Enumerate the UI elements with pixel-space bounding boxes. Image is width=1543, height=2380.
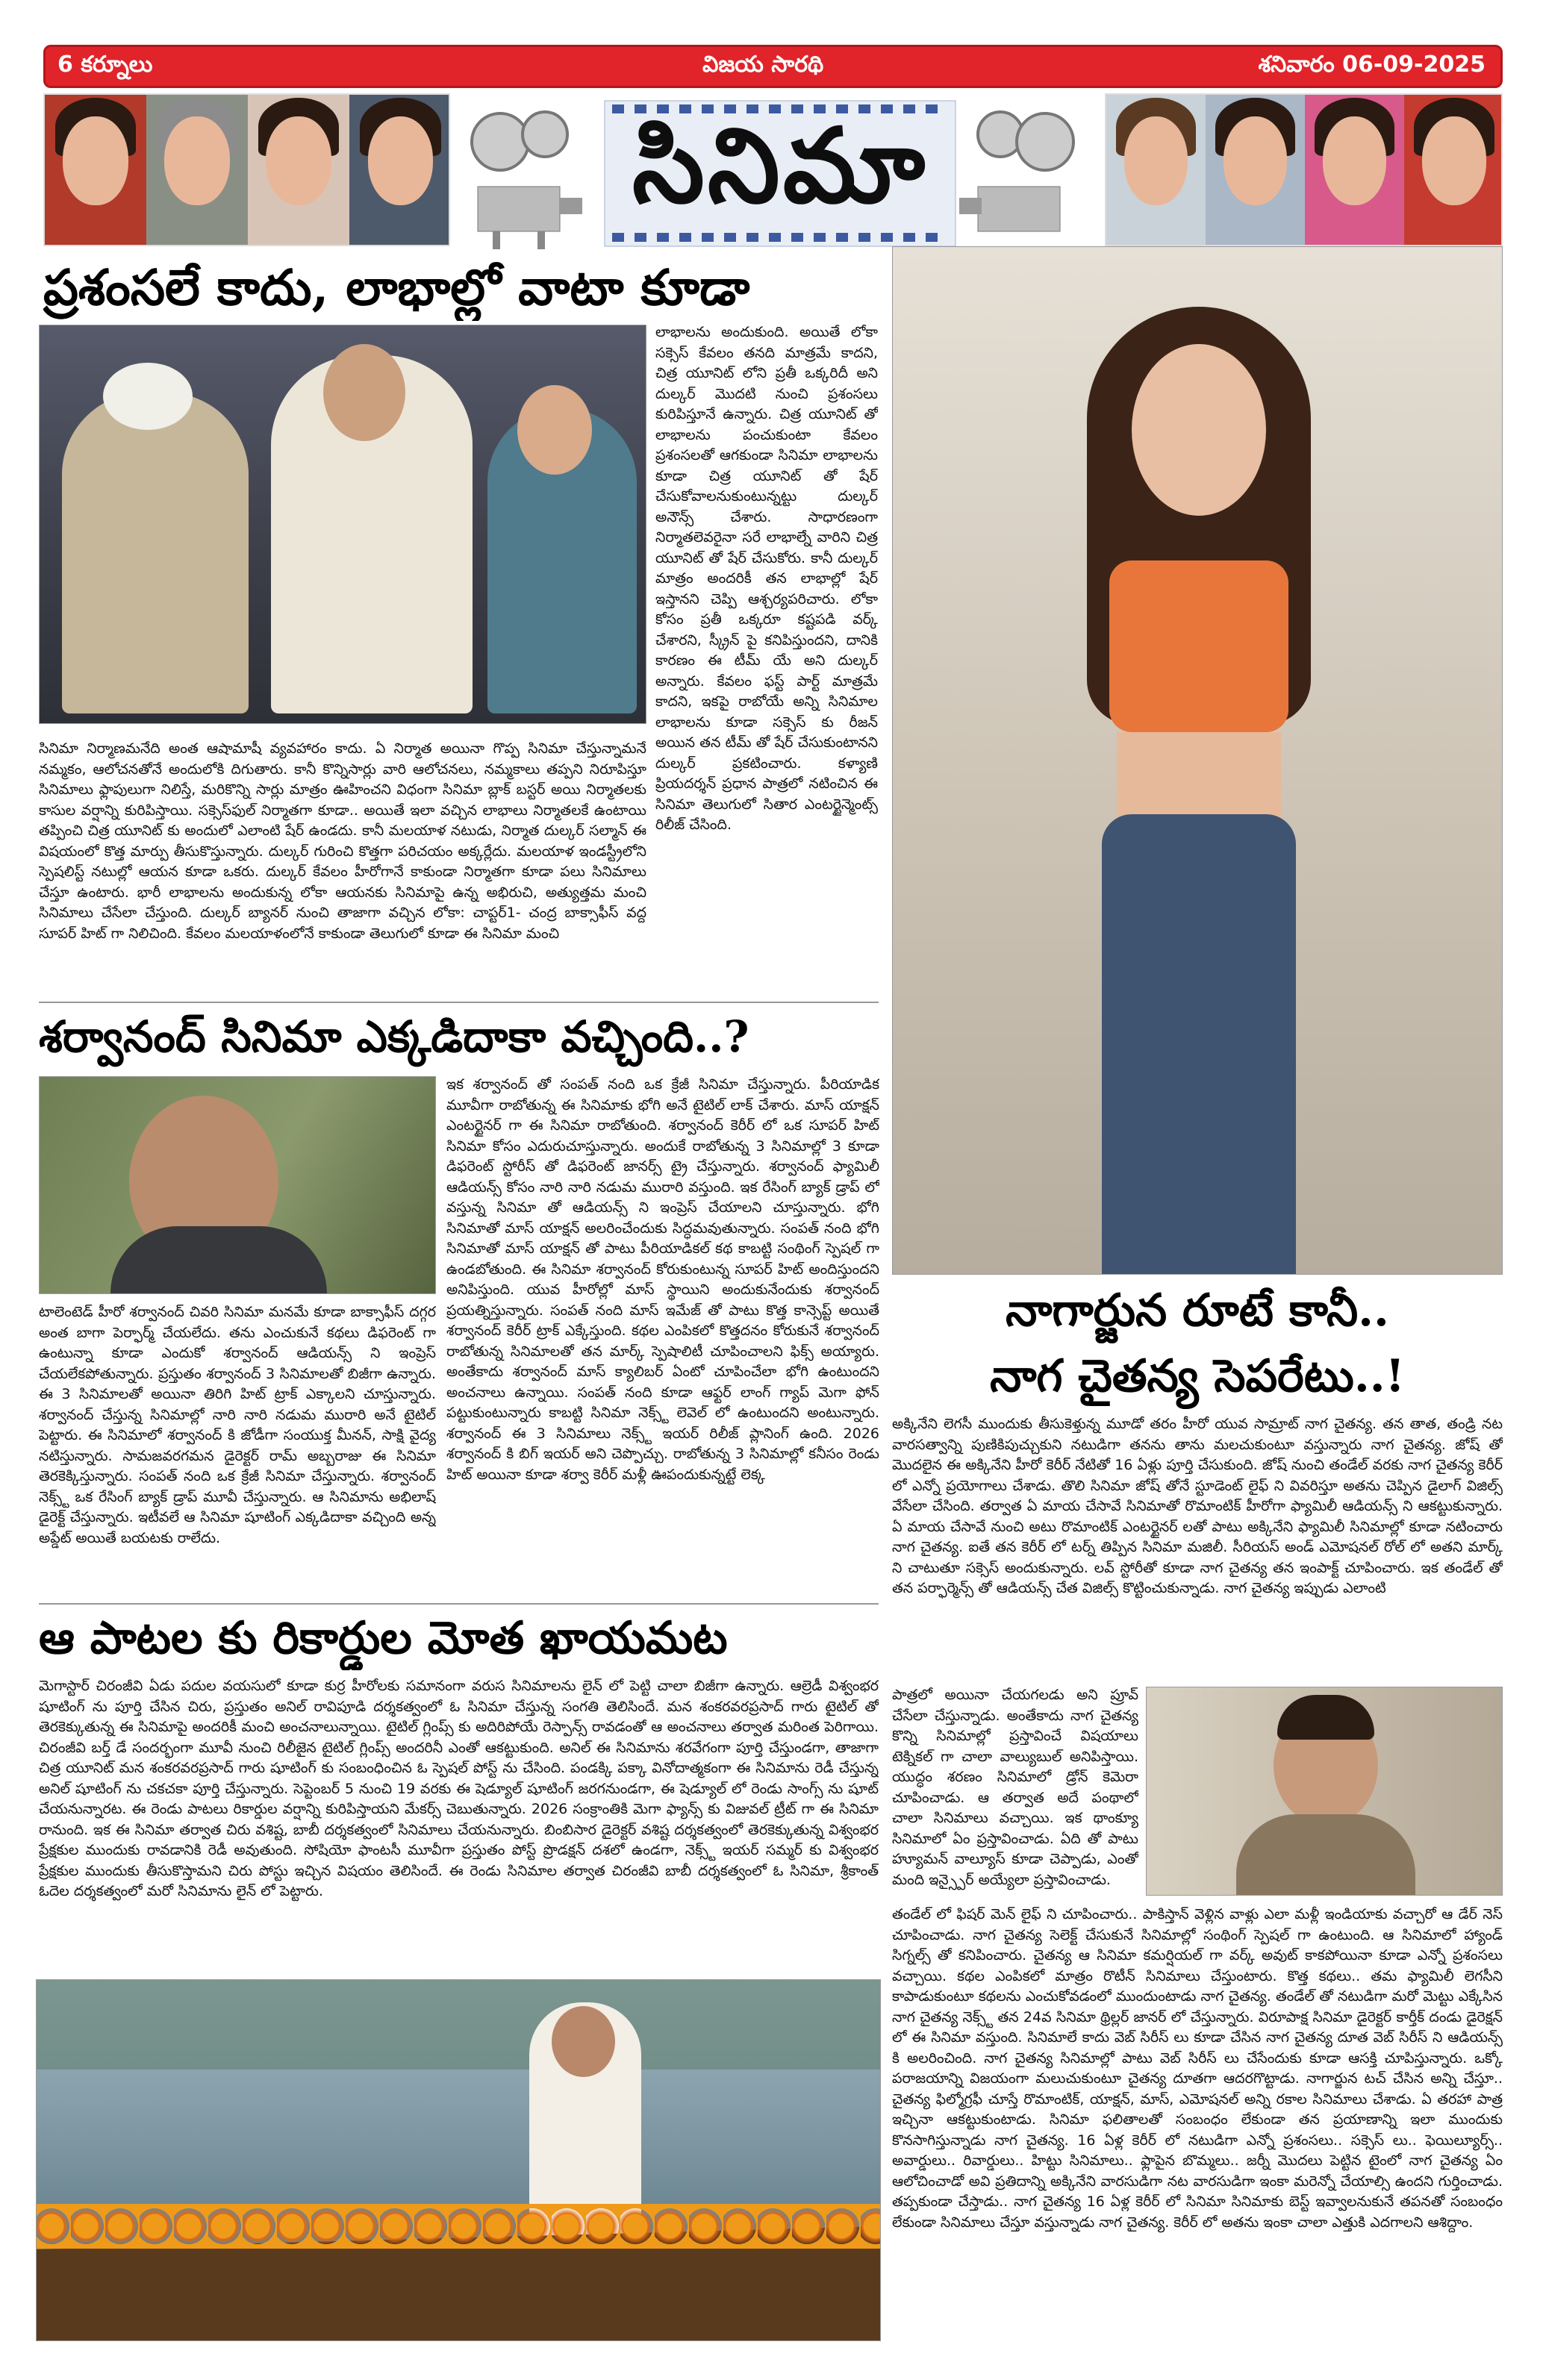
celebrity-strip-right (1105, 93, 1503, 246)
press-meet-photo (39, 325, 646, 724)
actress-lead-photo (892, 246, 1503, 1275)
orange-top (1109, 560, 1288, 732)
section-logo (463, 90, 1094, 250)
person-face (323, 344, 405, 441)
actor-photo (1206, 95, 1305, 246)
divider (39, 1002, 879, 1003)
article-headline: ఆ పాటల కు రికార్డుల మోత ఖాయమట (39, 1612, 728, 1664)
article-text: లాభాలను అందుకుంది. అయితే లోకా సక్సెస్ కేవలం తనది మాత్రమే కాదని, చిత్ర యూనిట్ లోని ప్రతీ ఒక్కరిదీ అని దుల్కర్ మొదటి నుంచి ప్రశంసలు కురిపిస్తూనే ఉన్నారు. చిత్ర యూనిట్ తో లాభాలను పంచుకుంటా కేవలం ప్రశంసలతో ఆగకుండా సినిమా లాభాలను కూడా చిత్ర యూనిట్ తో షేర్ చేసుకోవాలనుకుంటున్నట్టు దుల్కర్ అనౌన్స్ చేశారు. సాధారణంగా నిర్మాతలెవరైనా సరే లాభాల్నేే వారిని చిత్ర యూనిట్ తో షేర్ చేసుకోరు. కానీ దుల్కర్ మాత్రం అందరికీ తన లాభాల్లో షేర్ ఇస్తానని చెప్పి ఆశ్చర్యపరిచారు. లోకా కోసం ప్రతీ ఒక్కరూ కష్టపడి వర్క్ చేశారని, స్క్రీన్ పై కనిపిస్తుందని, దానికి కారణం ఈ టీమ్ యే అని దుల్కర్ అన్నారు. కేవలం ఫస్ట్ పార్ట్ మాత్రమే కాదని, ఇకపై రాబోయే అన్ని సినిమాల లాభాలను కూడా సక్సెస్ కు రీజన్ అయిన తన టీమ్ తో షేర్ చేసుకుంటానని దుల్కర్ ప్రకటించారు. కళ్యాణి ప్రియదర్శన్ ప్రధాన పాత్రలో నటించిన ఈ సినిమా తెలుగులో సితార ఎంటర్టైన్మెంట్స్ రిలీజ్ చేసింది. (655, 324, 878, 833)
article-headline: నాగార్జున రూటే కానీ.. (1006, 1284, 1389, 1337)
person-figure (62, 393, 249, 713)
actor-photo (349, 95, 450, 246)
actress-photo (1106, 95, 1206, 246)
article-headline: నాగ చైతన్య సెపరేటు..! (990, 1350, 1405, 1402)
actor-portrait-photo (39, 1076, 436, 1294)
marigold-garland (37, 2204, 881, 2249)
issue-date: శనివారం 06-09-2025 (1258, 51, 1486, 78)
paper-name: విజయ సారథి (702, 51, 824, 78)
actor-photo (146, 95, 248, 246)
article-text: పాత్రలో అయినా చేయగలడు అని ప్రూవ్ చేసేలా చేస్తున్నాడు. అంతేకాదు నాగ చైతన్య కొన్ని సినిమాల్లో ప్రస్తావించే విషయాలు టెక్నికల్ గా చాలా వాల్యుబుల్ అనిపిస్తాయి. యుద్ధం శరణం సినిమాలో డ్రోన్ కెమెరా చూపించాడు. ఆ తర్వాత అదే పంథాలో చాలా సినిమాలు వచ్చాయి. ఇక థాంక్యూ సినిమాలో ఏం ప్రస్తావించాడు. ఏది తో పాటు హ్యూమన్ వాల్యూస్ కూడా చెప్పాడు, ఎంతో మంది ఇన్స్పైర్ అయ్యేలా ప్రస్తావించాడు. (892, 1687, 1138, 1888)
article-text: ఇక శర్వానంద్ తో సంపత్ నంది ఒక క్రేజీ సినిమా చేస్తున్నారు. పీరియాడిక మూవీగా రాబోతున్న ఈ సినిమాకు భోగి అనే టైటిల్ లాక్ చేశారు. మాస్ యాక్షన్ ఎంటర్టైనర్ గా ఈ సినిమా రాబోతుంది. శర్వానంద్ కెరీర్ లో ఒక సూపర్ హిట్ సినిమా కోసం ఎదురుచూస్తున్నారు. అందుకే రాబోతున్న 3 సినిమాల్లో 3 కూడా డిఫరెంట్ స్టోరీస్ తో డిఫరెంట్ జానర్స్ ట్రై చేస్తున్నారు. శర్వానంద్ ఫ్యామిలీ ఆడియన్స్ కోసం నారి నారి నడుమ మురారి వస్తుంది. ఇక రేసింగ్ బ్యాక్ డ్రాప్ లో వస్తున్న సినిమా తో ఆడియన్స్ ని ఇంప్రెస్ చేయాలని చూస్తున్నారు. భోగి సినిమాతో మాస్ యాక్షన్ అలరించేందుకు సిద్ధమవుతున్నారు. సంపత్ నంది భోగి సినిమాతో మాస్ యాక్షన్ తో పాటు పీరియాడికల్ కథ కాబట్టి సంథింగ్ స్పెషల్ గా ఉండబోతుంది. ఈ సినిమా శర్వానంద్ కోరుకుంటున్న సూపర్ హిట్ అందిస్తుందని అనిపిస్తుంది. యువ హీరోల్లో మాస్ స్థాయిని అందుకునేందుకు శర్వానంద్ ప్రయత్నిస్తున్నారు. సంపత్ నంది మాస్ ఇమేజ్ తో పాటు కొత్త కాన్సెప్ట్ అయితే శర్వానంద్ కెరీర్ ట్రాక్ ఎక్కేస్తుంది. కథల ఎంపికలో కొత్తదనం కోరుకునే శర్వానంద్ రాబోతున్న సినిమాలతో తన మార్క్ స్పెషాలిటీ చూపించాలని ఫిక్స్ అయ్యారు. అంతేకాదు శర్వానంద్ మాస్ క్యాలిబర్ ఏంటో చూపించేలా భోగి ఉంటుందని అంచనాలు ఉన్నాయి. సంపత్ నంది కూడా ఆఫ్టర్ లాంగ్ గ్యాప్ మెగా ఫోన్ పట్టుకుంటున్నారు కాబట్టి సినిమా నెక్స్ట్ లెవెల్ లో ఉంటుందని అంటున్నారు. శర్వానంద్ ఈ 3 సినిమాలు నెక్స్ట్ ఇయర్ రిలీజ్ ప్లానింగ్ ఉంది. 2026 శర్వానంద్ కి బిగ్ ఇయర్ అని చెప్పొచ్చు. రాబోతున్న 3 సినిమాల్లో కనీసం రెండు హిట్ అయినా కూడా శర్వా కెరీర్ మళ్లీ ఊపందుకున్నట్టే లెక్క (446, 1076, 879, 1483)
person-face (552, 2006, 615, 2077)
actor-photo (1404, 95, 1503, 246)
jeans (1102, 814, 1296, 1275)
divider (39, 1603, 879, 1605)
page-label: 6 కర్నూలు (57, 51, 153, 78)
article-text: తండేల్ లో ఫిషర్ మెన్ లైఫ్ ని చూపించారు.. పాకిస్తాన్ వెళ్లిన వాళ్లు ఎలా మళ్లీ ఇండియాకు వచ్చారో ఆ డేర్ నెస్ చూపించాడు. నాగ చైతన్య సెలెక్ట్ చేసుకునే సినిమాల్లో సంథింగ్ స్పెషల్ గా ఉంటుంది. ఆ సినిమాలో హ్యాండ్ సిగ్నల్స్ తో కనిపించారు. చైతన్య ఆ సినిమా కమర్షియల్ గా వర్క్ అవుట్ కాకపోయినా కూడా ఎన్నో ప్రశంసలు వచ్చాయి. కథల ఎంపికలో మాత్రం రొటీన్ సినిమాలు చేస్తుంటారు. కొత్త కథలు.. తమ ఫ్యామిలీ లెగసీని కాపాడుకుంటూ కథలను ఎంచుకోవడంలో ముందుంటాడు నాగ చైతన్య. తండేల్ తో నటుడిగా మరో మెట్టు ఎక్కేసిన నాగ చైతన్య నెక్స్ట్ తన 24వ సినిమా థ్రిల్లర్ జానర్ లో చేస్తున్నారు. విరూపాక్ష సినిమా డైరెక్టర్ కార్తీక్ దండు డైరెక్షన్ లో ఈ సినిమా వస్తుంది. సినిమాలే కాదు వెబ్ సిరీస్ లు కూడా చేసిన నాగ చైతన్య దూత వెబ్ సిరీస్ ని ఆడియన్స్ కి అలరించింది. నాగ చైతన్య సినిమాల్లో పాటు వెబ్ సిరీస్ లు చేసేందుకు కూడా ఆసక్తి చూపిస్తున్నారు. ఒక్కో పరాజయాన్ని విజయంగా మలుచుకుంటూ చైతన్య దూతగా ఆదరగొట్టాడు. నాగార్జున టచ్ చేసిన అన్ని చేస్తూ.. చైతన్య ఫిల్మోగ్రఫీ చూస్తే రొమాంటిక్, యాక్షన్, మాస్, ఎమోషనల్ అన్ని రకాల సినిమాలు చేశాడు. ఏ తరహా పాత్ర ఇచ్చినా ఆకట్టుకుంటాడు. సినిమా ఫలితాలతో సంబంధం లేకుండా తన ప్రయాణాన్ని ఇలా ముందుకు కొనసాగిస్తున్నాడు నాగ చైతన్య. 16 ఏళ్ల కెరీర్ లో నటుడిగా ఎన్నో ప్రశంసలు.. సక్సెస్ లు.. ఫెయిల్యూర్స్.. అవార్డులు.. రివార్డులు.. హిట్టు సినిమాలు.. ఫ్లాపైన బొమ్మలు.. జర్నీ మొదలు పెట్టిన టైంలో నాగ చైతన్య ఏం ఆలోచించాడో అవి ప్రతిదాన్ని అక్కినేని వారసుడిగా నట వారసుడిగా ఇంకా మరెన్నో చేయాల్సి ఉందని గుర్తించాడు. తప్పకుండా చేస్తాడు.. నాగ చైతన్య 16 ఏళ్ల కెరీర్ లో సినిమా సినిమాకు బెస్ట్ ఇవ్వాలనుకునే తపనతో సంబంధం లేకుండా సినిమాలు చేస్తూ వస్తున్నాడు నాగ చైతన్య. కెరీర్ లో అతను ఇంకా చాలా ఎత్తుకి ఎదగాలని ఆశిద్దాం. (892, 1906, 1503, 2231)
actress-photo (45, 95, 146, 246)
celebrity-strip-left (43, 93, 450, 246)
person-face (517, 385, 592, 475)
person-figure (110, 1226, 327, 1294)
person-figure (1236, 1814, 1415, 1896)
person-face (1132, 344, 1266, 516)
masthead-bar (43, 45, 1503, 88)
actress-photo (1305, 95, 1404, 246)
boat-scene-photo (36, 1979, 881, 2341)
cap-figure (103, 363, 193, 430)
actress-photo (248, 95, 349, 246)
article-text: అక్కినేని లెగసీ ముందుకు తీసుకెళ్తున్న మూడో తరం హీరో యువ సామ్రాట్ నాగ చైతన్య. తన తాత, తండ్రి నట వారసత్వాన్ని పుణికిపుచ్చుకుని నటుడిగా తనను తాను మలచుకుంటూ వస్తున్నారు నాగ చైతన్య. జోష్ తో మొదలైన ఈ అక్కినేని హీరో కెరీర్ నేటితో 16 ఏళ్లు పూర్తి చేసుకుంది. జోష్ నుంచి తండేల్ వరకు నాగ చైతన్య కెరీర్ లో ఎన్నో ప్రయోగాలు చేశాడు. తొలి సినిమా జోష్ తోనే స్టూడెంట్ లైఫ్ ని వివరిస్తూ అతను చెప్పిన డైలాగ్ విజిల్స్ వేసేలా చేసింది. తర్వాత ఏ మాయ చేసావే సినిమాతో రొమాంటిక్ హీరోగా ఫ్యామిలీ ఆడియన్స్ ని ఆకట్టుకున్నారు. ఏ మాయ చేసావే నుంచి అటు రొమాంటిక్ ఎంటర్టైనర్ లతో పాటు అక్కినేని ఫ్యామిలీ సినిమాల్లో కూడా నటించారు నాగ చైతన్య. ఐతే తన కెరీర్ లో టర్న్ తిప్పిన సినిమా మజిలీ. సీరియస్ అండ్ ఎమోషనల్ రోల్ లో అతని మార్క్ ని చాటుతూ సక్సెస్ అందుకున్నారు. లవ్ స్టోరీతో కూడా నాగ చైతన్య తన ఇంపాక్ట్ చూపించారు. ఇక తండేల్ తో తన పర్ఫార్మెన్స్ తో ఆడియన్స్ చేత విజిల్స్ కొట్టించుకున్నాడు. నాగ చైతన్య ఇప్పుడు ఎలాంటి (892, 1416, 1503, 1596)
article-headline: శర్వానంద్ సినిమా ఎక్కడిదాకా వచ్చింది..? (39, 1011, 749, 1062)
article-headline: ప్రశంసలే కాదు, లాభాల్లో వాటా కూడా (43, 258, 750, 316)
section-title: సినిమా (632, 106, 929, 226)
article-text: మెగాస్టార్ చిరంజీవి ఏడు పదుల వయసులో కూడా కుర్ర హీరోలకు సమానంగా వరుస సినిమాలను లైన్ లో పెట్టి చాలా బిజీగా ఉన్నారు. ఆల్రెడీ విశ్వంభర షూటింగ్ ను పూర్తి చేసిన చిరు, ప్రస్తుతం అనిల్ రావిపూడి దర్శకత్వంలో ఓ సినిమా చేస్తున్న సంగతి తెలిసిందే. మన శంకరవరప్రసాద్ గారు టైటిల్ తో తెరకెక్కుతున్న ఈ సినిమాపై అందరికీ మంచి అంచనాలున్నాయి. టైటిల్ గ్లింప్స్ కు అదిరిపోయే రెస్పాన్స్ రావడంతో ఆ అంచనాలు తర్వాత మరింత పెరిగాయి. చిరంజీవి బర్త్ డే సందర్భంగా మూవీ నుంచి రిలీజైన టైటిల్ గ్లింప్స్ అందరినీ ఎంతో ఆకట్టుకుంది. అనిల్ ఈ సినిమాను శరవేగంగా పూర్తి చేస్తుండగా, తాజాగా చిత్ర యూనిట్ మన శంకరవరప్రసాద్ గారు షూటింగ్ కు సంబంధించిన ఓ స్పెషల్ పోస్ట్ ను చేసింది. పండక్కి పక్కా వినోదాత్మకంగా ఈ సినిమాను రెడీ చేస్తున్న అనిల్ షూటింగ్ ను చకచకా పూర్తి చేస్తున్నారు. సెప్టెంబర్ 5 నుంచి 19 వరకు ఈ షెడ్యూల్ షూటింగ్ జరగనుండగా, ఈ షెడ్యూల్ లో రెండు సాంగ్స్ ను షూట్ చేయనున్నారట. ఈ రెండు పాటలు రికార్డుల వర్షాన్ని కురిపిస్తాయని మేకర్స్ చెబుతున్నారు. 2026 సంక్రాంతికి మెగా ఫ్యాన్స్ కు విజువల్ ట్రీట్ గా ఈ సినిమా రానుంది. ఇక ఈ సినిమా తర్వాత చిరు వశిష్ట, బాబీ దర్శకత్వంలో సినిమాలు చేయనున్నారు. బింబిసార డైరెక్టర్ వశిష్ట దర్శకత్వంలో తెరకెక్కుతున్న విశ్వంభర ప్రేక్షకుల ముందుకు రావడానికి రెడీ అవుతుంది. సోషియో ఫాంటసీ మూవీగా ప్రస్తుతం పోస్ట్ ప్రొడక్షన్ దశలో ఉండగా, నెక్స్ట్ ఇయర్ సమ్మర్ కు విశ్వంభర ప్రేక్షకుల ముందుకు తీసుకొస్తామని చిరు పోస్టు ఇచ్చిన విషయం తెలిసిందే. ఈ రెండు సినిమాల తర్వాత చిరంజీవి బాబీ దర్శకత్వంలో ఓ సినిమా, శ్రీకాంత్ ఓదెల దర్శకత్వంలో మరో సినిమాను లైన్ లో పెట్టారు. (39, 1678, 879, 1899)
trees-background (37, 1980, 881, 2070)
actor-portrait-photo (1146, 1687, 1503, 1896)
article-text: సినిమా నిర్మాణమనేది అంత ఆషామాషీ వ్యవహారం కాదు. ఏ నిర్మాత అయినా గొప్ప సినిమా చేస్తున్నామనే నమ్మకం, ఆలోచనతోనే అందులోకి దిగుతారు. కానీ కొన్నిసార్లు వారి ఆలోచనలు, నమ్మకాలు తప్పని నిరూపిస్తూ సినిమాలు ఫ్లాపులుగా నిలిస్తే, మరికొన్ని సార్లు మాత్రం ఊహించని విధంగా సినిమా బ్లాక్ బస్టర్ అయి నిర్మాతలకు కాసుల వర్షాన్ని కురిపిస్తాయి. సక్సెస్‌ఫుల్ నిర్మాతగా కూడా.. అయితే ఇలా వచ్చిన లాభాలు నిర్మాతలకే ఉంటాయి తప్పించి చిత్ర యూనిట్ కు అందులో ఎలాంటి షేర్ ఉండదు. కానీ మలయాళ నటుడు, నిర్మాత దుల్కర్ సల్మాన్ ఈ విషయంలో కొత్త మార్పు తీసుకొస్తున్నారు. దుల్కర్ గురించి కొత్తగా పరిచయం అక్కర్లేదు. మలయాళ ఇండస్ట్రీలోని స్పెషలిస్ట్ నటుల్లో ఆయన కూడా ఒకరు. దుల్కర్ కేవలం హీరోగానే కాకుండా నిర్మాతగా కూడా పలు సినిమాలు చేస్తూ ఉంటారు. భారీ లాభాలను అందుకున్న లోకా ఆయనకు సినిమాపై ఉన్న అభిరుచి, అత్యుత్తమ మంచి సినిమాలు చేసేలా చేస్తుంది. దుల్కర్ బ్యానర్ నుంచి తాజాగా వచ్చిన లోకా: చాప్టర్1- చంద్ర బాక్సాఫీస్ వద్ద సూపర్ హిట్ గా నిలిచింది. కేవలం మలయాళంలోనే కాకుండా తెలుగులో కూడా ఈ సినిమా మంచి (39, 740, 646, 942)
midriff (1117, 732, 1281, 822)
article-text: టాలెంటెడ్ హీరో శర్వానంద్ చివరి సినిమా మనమే కూడా బాక్సాఫీస్ దగ్గర అంత బాగా పెర్ఫార్మ్ చేయలేదు. తను ఎంచుకునే కథలు డిఫరెంట్ గా ఉంటున్నా కూడా ఎందుకో శర్వానంద్ ఆడియన్స్ ని ఇంప్రెస్ చేయలేకపోతున్నారు. ప్రస్తుతం శర్వానంద్ 3 సినిమాలతో బిజీగా ఉన్నారు. ఈ 3 సినిమాలతో అయినా తిరిగి హిట్ ట్రాక్ ఎక్కాలని చూస్తున్నారు. శర్వానంద్ చేస్తున్న సినిమాల్లో నారి నారి నడుమ మురారి అనే టైటిల్ పెట్టారు. ఈ సినిమాలో శర్వానంద్ కి జోడీగా సంయుక్త మీనన్, సాక్షి వైద్య నటిస్తున్నారు. సామజవరగమన డైరెక్టర్ రామ్ అబ్బరాజు ఈ సినిమా తెరకెక్కిస్తున్నారు. సంపత్ నంది ఒక క్రేజీ సినిమా చేస్తున్నారు. శర్వానంద్ నెక్స్ట్ ఒక రేసింగ్ బ్యాక్ డ్రాప్ మూవీ చేస్తున్నారు. ఆ సినిమాను అభిలాష్ డైరెక్ట్ చేస్తున్నారు. ఇటీవలే ఆ సినిమా షూటింగ్ ఎక్కడిదాకా వచ్చింది అన్న అప్డేట్ అయితే బయటకు రాలేదు. (39, 1304, 436, 1546)
